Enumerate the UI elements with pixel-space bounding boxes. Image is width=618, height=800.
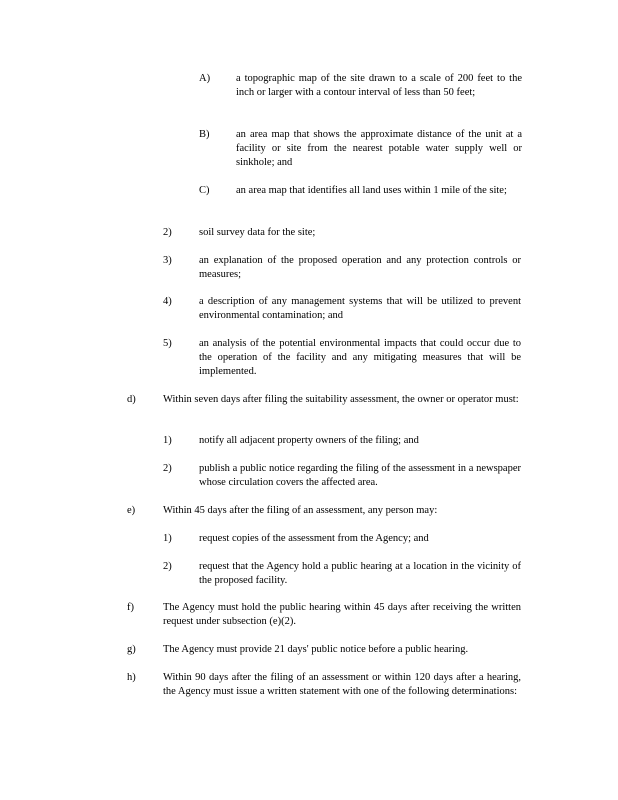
item-text: notify all adjacent property owners of the filing; and bbox=[199, 435, 419, 446]
item-label: 3) bbox=[163, 255, 172, 266]
item-text: a topographic map of the site drawn to a scale of 200 feet to the inch or larger with a contour interval of less than 50 feet; bbox=[236, 73, 522, 98]
item-text: an explanation of the proposed operation and any protection controls or measures; bbox=[199, 255, 521, 280]
item-text: request copies of the assessment from the Agency; and bbox=[199, 533, 429, 544]
item-text: publish a public notice regarding the filing of the assessment in a newspaper whose circulation covers the affected area. bbox=[199, 463, 521, 488]
item-label: 1) bbox=[163, 435, 172, 446]
item-label: 2) bbox=[163, 561, 172, 572]
item-text: Within 90 days after the filing of an assessment or within 120 days after a hearing, the Agency must issue a written statement with one of the following determinations: bbox=[163, 672, 521, 697]
item-label: 1) bbox=[163, 533, 172, 544]
item-label: h) bbox=[127, 672, 136, 683]
item-text: an area map that identifies all land uses within 1 mile of the site; bbox=[236, 185, 507, 196]
item-label: B) bbox=[199, 129, 210, 140]
item-label: A) bbox=[199, 73, 211, 84]
item-text: an analysis of the potential environmental impacts that could occur due to the operation of the facility and any mitigating measures that will be implemented. bbox=[199, 338, 521, 377]
item-text: soil survey data for the site; bbox=[199, 227, 316, 238]
item-label: 2) bbox=[163, 463, 172, 474]
item-text: request that the Agency hold a public hearing at a location in the vicinity of the proposed facility. bbox=[199, 561, 521, 586]
item-text: Within 45 days after the filing of an assessment, any person may: bbox=[163, 505, 438, 516]
item-label: 2) bbox=[163, 227, 172, 238]
item-label: C) bbox=[199, 185, 210, 196]
item-label: g) bbox=[127, 644, 136, 655]
item-label: 5) bbox=[163, 338, 172, 349]
item-label: d) bbox=[127, 394, 136, 405]
item-label: 4) bbox=[163, 296, 172, 307]
item-text: The Agency must hold the public hearing within 45 days after receiving the written request under subsection (e)(2). bbox=[163, 602, 521, 627]
item-label: e) bbox=[127, 505, 136, 516]
item-text: a description of any management systems that will be utilized to prevent environmental contamination; and bbox=[199, 296, 521, 321]
item-text: The Agency must provide 21 days' public notice before a public hearing. bbox=[163, 644, 469, 655]
item-text: Within seven days after filing the suitability assessment, the owner or operator must: bbox=[163, 394, 519, 405]
item-label: f) bbox=[127, 602, 134, 613]
item-text: an area map that shows the approximate distance of the unit at a facility or site from the nearest potable water supply well or sinkhole; and bbox=[236, 129, 522, 168]
